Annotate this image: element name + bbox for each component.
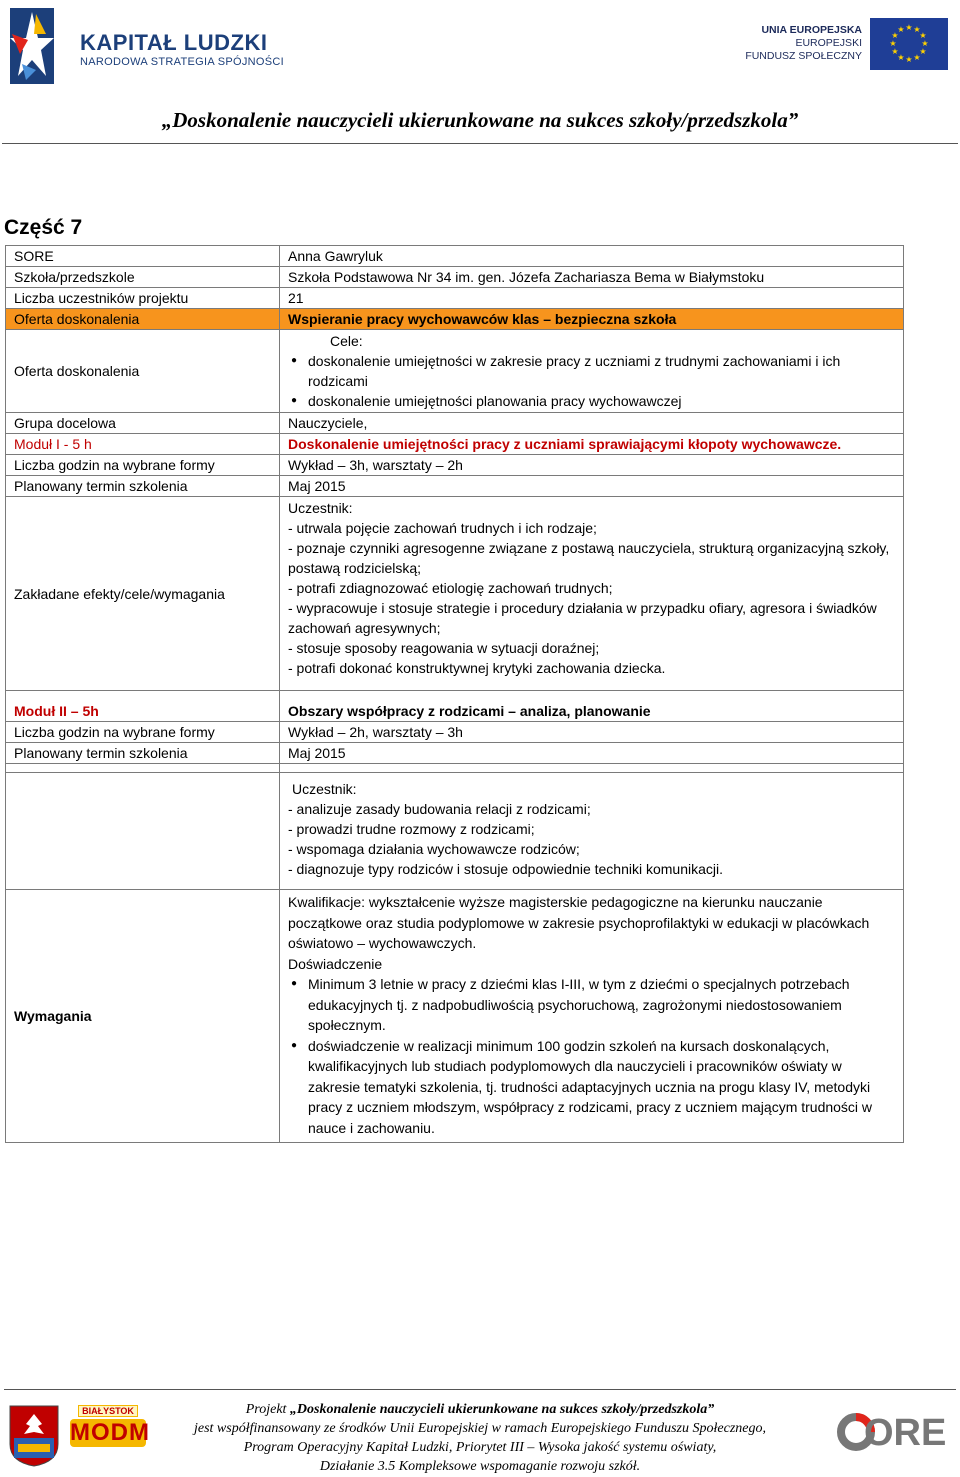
svg-text:★: ★ — [913, 25, 921, 34]
modm-logo-text: MODM — [70, 1419, 150, 1446]
effect-item: - utrwala pojęcie zachowań trudnych i ich rodzaje; — [288, 520, 597, 536]
eu-logo-text — [745, 24, 862, 63]
eu-logo-line2: EUROPEJSKI — [795, 37, 862, 49]
school-value: Szkoła Podstawowa Nr 34 im. gen. Józefa Zachariasza Bema w Białymstoku — [280, 267, 904, 288]
hours2-label: Liczba godzin na wybrane formy — [6, 722, 280, 743]
effect-item: - wypracowuje i stosuje strategie i procedury działania w przypadku ofiary, agresora i świadków zachowań agresywnych; — [288, 600, 877, 636]
svg-text:★: ★ — [891, 31, 899, 40]
group-label: Grupa docelowa — [6, 413, 280, 434]
table-row — [6, 288, 904, 309]
requirements-cell — [280, 890, 904, 1143]
qualifications-text: Kwalifikacje: wykształcenie wyższe magisterskie pedagogiczne na kierunku nauczanie początkowe oraz studia podyplomowe w zakresie psychoprofilaktyki w edukacji w placówkach oświatowo – wychowawczych. — [288, 894, 870, 951]
footer-line4: Działanie 3.5 Kompleksowe wspomaganie rozwoju szkół. — [319, 1459, 641, 1474]
effects2-label-empty — [6, 773, 280, 890]
footer-text — [150, 1400, 810, 1476]
table-row — [6, 743, 904, 764]
module1-label: Moduł I - 5 h — [6, 434, 280, 455]
group-value: Nauczyciele, — [280, 413, 904, 434]
offer2-label: Oferta doskonalenia — [6, 330, 280, 413]
svg-text:★: ★ — [919, 47, 927, 56]
participants-value: 21 — [280, 288, 904, 309]
header-divider — [2, 143, 958, 144]
svg-text:★: ★ — [891, 47, 899, 56]
effect2-item: - prowadzi trudne rozmowy z rodzicami; — [288, 821, 535, 837]
ore-logo-text: ORE — [864, 1412, 947, 1454]
svg-text:★: ★ — [905, 23, 913, 32]
eu-logo-line1: UNIA EUROPEJSKA — [761, 24, 862, 36]
table-row — [6, 330, 904, 413]
hours1-value: Wykład – 3h, warsztaty – 2h — [280, 455, 904, 476]
sore-value: Anna Gawryluk — [280, 246, 904, 267]
table-gap — [6, 764, 904, 773]
goals-cell — [280, 330, 904, 413]
experience-item: ● doświadczenie w realizacji minimum 100 godzin szkoleń na kursach doskonalących, kwalifikacyjnych lub studiach podyplomowych dla nauczycieli i pracowników oświaty w zakresie tematyki szkolenia, tj. trudności adaptacyjnych ucznia na progu klasy IV, metodyki pracy z uczniem młodszym, współpracy z rodzicami, pracy z uczniem mającym trudności w nauce i zachowaniu. — [308, 1036, 895, 1139]
term2-value: Maj 2015 — [280, 743, 904, 764]
eu-flag-icon — [870, 18, 948, 70]
footer-divider — [4, 1389, 956, 1390]
table-row-highlighted — [6, 309, 904, 330]
eu-logo-line3: FUNDUSZ SPOŁECZNY — [745, 50, 862, 62]
svg-text:★: ★ — [897, 25, 905, 34]
footer-line1-title: „Doskonalenie nauczycieli ukierunkowane na sukces szkoły/przedszkola” — [289, 1402, 715, 1417]
effects-heading: Uczestnik: — [288, 500, 353, 516]
table-row — [6, 691, 904, 722]
term2-label: Planowany termin szkolenia — [6, 743, 280, 764]
footer-line1-prefix: Projekt — [245, 1402, 290, 1417]
effects-label: Zakładane efekty/cele/wymagania — [6, 497, 280, 691]
table-row — [6, 773, 904, 890]
effects-cell — [280, 497, 904, 691]
school-label: Szkoła/przedszkole — [6, 267, 280, 288]
table-row — [6, 722, 904, 743]
table-row — [6, 413, 904, 434]
experience-item: ● Minimum 3 letnie w pracy z dziećmi klas I-III, w tym z dziećmi o specjalnych potrzebach edukacyjnych tj. z nadpobudliwością psychoruchową, zagrożonymi niedostosowaniem społecznym. — [308, 974, 895, 1036]
participants-label: Liczba uczestników projektu — [6, 288, 280, 309]
project-title: „Doskonalenie nauczycieli ukierunkowane na sukces szkoły/przedszkola” — [161, 108, 799, 132]
module2-label: Moduł II – 5h — [6, 691, 280, 722]
bialystok-crest-icon — [8, 1404, 60, 1468]
footer-line1 — [150, 1400, 810, 1419]
table-row — [6, 267, 904, 288]
offer-label: Oferta doskonalenia — [6, 309, 280, 330]
goal-item: ● doskonalenie umiejętności w zakresie pracy z uczniami z trudnymi zachowaniami i ich rodzicami — [308, 351, 895, 391]
effects2-cell — [280, 773, 904, 890]
hours1-label: Liczba godzin na wybrane formy — [6, 455, 280, 476]
term1-label: Planowany termin szkolenia — [6, 476, 280, 497]
module2-value: Obszary współpracy z rodzicami – analiza, planowanie — [280, 691, 904, 722]
table-row — [6, 455, 904, 476]
modm-logo-top: BIAŁYSTOK — [78, 1405, 138, 1417]
effect2-item: - wspomaga działania wychowawcze rodziców; — [288, 841, 580, 857]
effect-item: - stosuje sposoby reagowania w sytuacji doraźnej; — [288, 640, 600, 656]
kapital-ludzki-star-logo — [6, 4, 58, 86]
table-row — [6, 890, 904, 1143]
effects2-heading: Uczestnik: — [292, 781, 357, 797]
requirements-label: Wymagania — [6, 890, 280, 1143]
part-title: Część 7 — [4, 216, 83, 239]
effect-item: - poznaje czynniki agresogenne związane z postawą nauczyciela, strukturą organizacyjną szkoły, postawą rodzicielską; — [288, 540, 890, 576]
effect2-item: - analizuje zasady budowania relacji z rodzicami; — [288, 801, 591, 817]
ore-logo — [836, 1410, 947, 1456]
table-row — [6, 434, 904, 455]
effect-item: - potrafi zdiagnozować etiologię zachowań trudnych; — [288, 580, 613, 596]
table-row — [6, 497, 904, 691]
footer-line3: Program Operacyjny Kapitał Ludzki, Priorytet III – Wysoka jakość systemu oświaty, — [243, 1440, 717, 1455]
sore-label: SORE — [6, 246, 280, 267]
goal-item: ● doskonalenie umiejętności planowania pracy wychowawczej — [308, 391, 895, 411]
table-row — [6, 246, 904, 267]
svg-text:★: ★ — [921, 39, 929, 48]
modm-logo — [70, 1405, 150, 1465]
training-offer-table — [5, 245, 904, 1143]
svg-text:★: ★ — [913, 53, 921, 62]
kapital-ludzki-subtitle: NARODOWA STRATEGIA SPÓJNOŚCI — [80, 56, 284, 68]
hours2-value: Wykład – 2h, warsztaty – 3h — [280, 722, 904, 743]
offer-value: Wspieranie pracy wychowawców klas – bezpieczna szkoła — [280, 309, 904, 330]
svg-text:★: ★ — [897, 53, 905, 62]
effect-item: - potrafi dokonać konstruktywnej krytyki zachowania dziecka. — [288, 660, 666, 676]
module1-value: Doskonalenie umiejętności pracy z uczniami sprawiającymi kłopoty wychowawcze. — [280, 434, 904, 455]
effect2-item: - diagnozuje typy rodziców i stosuje odpowiednie techniki komunikacji. — [288, 861, 724, 877]
svg-text:★: ★ — [889, 39, 897, 48]
term1-value: Maj 2015 — [280, 476, 904, 497]
kapital-ludzki-title: KAPITAŁ LUDZKI — [80, 30, 268, 55]
experience-heading: Doświadczenie — [288, 955, 383, 972]
svg-text:★: ★ — [905, 55, 913, 64]
table-row — [6, 476, 904, 497]
svg-text:★: ★ — [919, 31, 927, 40]
footer-line2: jest współfinansowany ze środków Unii Europejskiej w ramach Europejskiego Funduszu Społecznego, — [193, 1421, 766, 1436]
goals-heading: Cele: — [330, 333, 363, 349]
